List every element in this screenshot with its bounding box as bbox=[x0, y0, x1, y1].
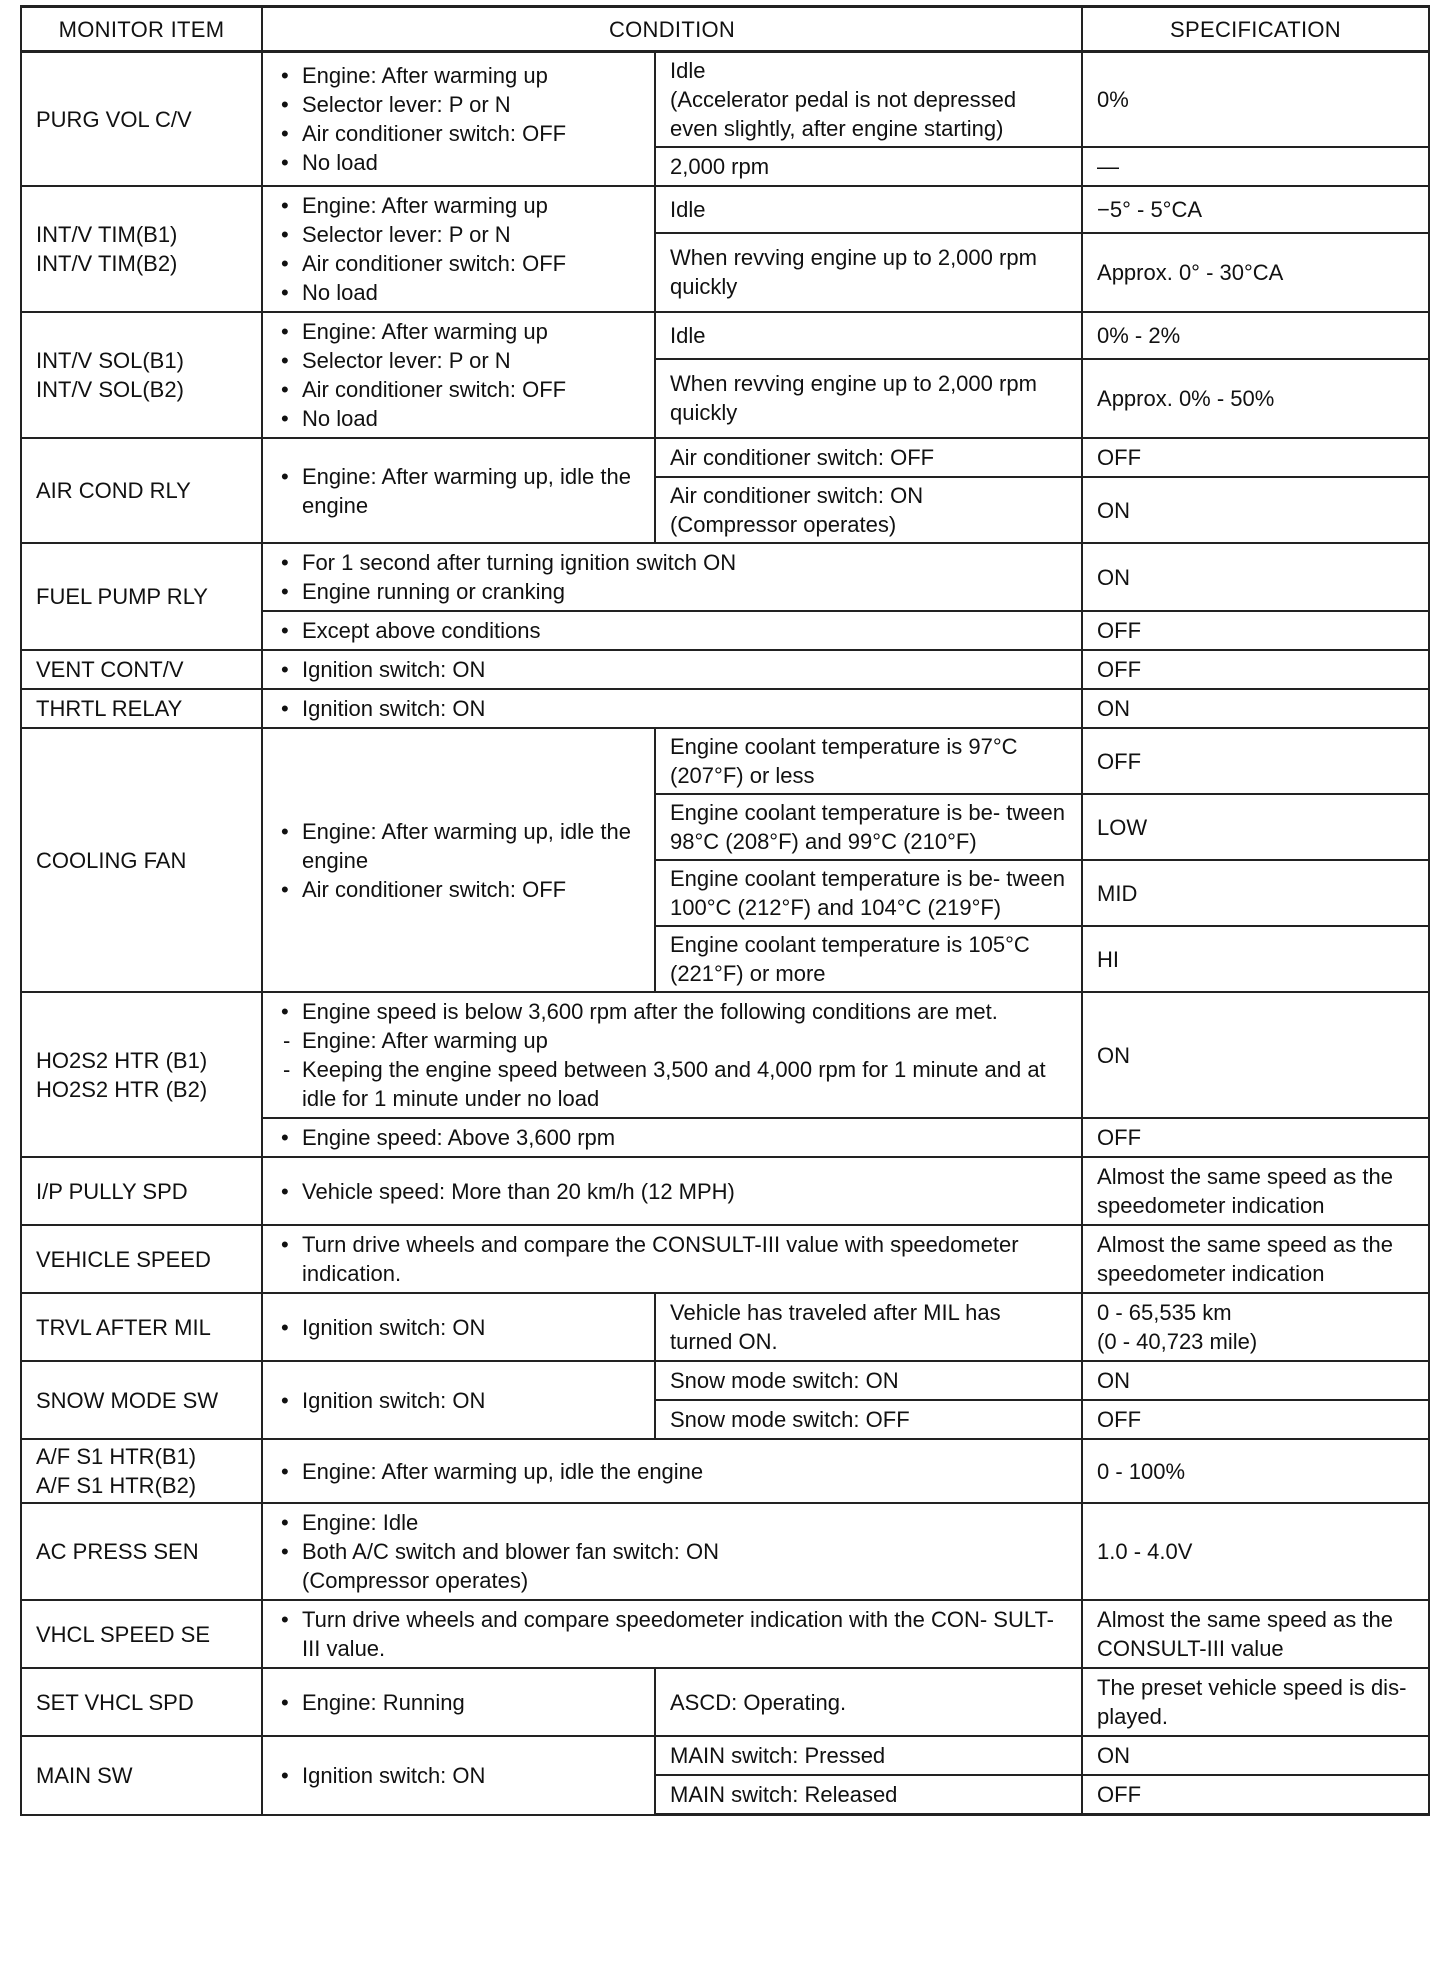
monitor-item: AC PRESS SEN bbox=[21, 1503, 262, 1600]
specification-value: OFF bbox=[1082, 650, 1429, 689]
condition-continuation: (Compressor operates) bbox=[302, 1568, 529, 1593]
condition-bullet: • Engine: After warming up, idle the engine bbox=[273, 817, 644, 875]
condition-cell bbox=[262, 543, 1082, 611]
condition-bullet: • Engine: After warming up bbox=[273, 61, 644, 90]
table-row bbox=[21, 689, 1429, 728]
monitor-item bbox=[21, 992, 262, 1157]
specification-value: The preset vehicle speed is dis- played. bbox=[1082, 1668, 1429, 1736]
condition-bullet: • Engine running or cranking bbox=[273, 577, 1071, 606]
condition-bullet: • Ignition switch: ON bbox=[273, 1313, 644, 1342]
condition-bullet: • Air conditioner switch: OFF bbox=[273, 249, 644, 278]
condition-bullet: • No load bbox=[273, 148, 644, 177]
specification-value: MID bbox=[1082, 860, 1429, 926]
specification-value: 0% - 2% bbox=[1082, 312, 1429, 359]
condition-bullet: • Ignition switch: ON bbox=[273, 1386, 644, 1415]
monitor-item: MAIN SW bbox=[21, 1736, 262, 1815]
condition-dash: - Engine: After warming up bbox=[273, 1026, 1071, 1055]
table-row bbox=[21, 438, 1429, 477]
condition-cell bbox=[262, 1225, 1082, 1293]
specification-value: Almost the same speed as the speedometer indication bbox=[1082, 1225, 1429, 1293]
condition-cell bbox=[262, 312, 655, 438]
sub-condition: When revving engine up to 2,000 rpm quickly bbox=[655, 359, 1082, 438]
condition-dash: - Keeping the engine speed between 3,500 and 4,000 rpm for 1 minute and at idle for 1 minute under no load bbox=[273, 1055, 1071, 1113]
specification-value: ON bbox=[1082, 477, 1429, 543]
table-row bbox=[21, 52, 1429, 148]
monitor-item bbox=[21, 312, 262, 438]
monitor-item: VHCL SPEED SE bbox=[21, 1600, 262, 1668]
condition-bullet: • Selector lever: P or N bbox=[273, 90, 644, 119]
table-row bbox=[21, 1600, 1429, 1668]
monitor-item: I/P PULLY SPD bbox=[21, 1157, 262, 1225]
specification-value: ON bbox=[1082, 992, 1429, 1118]
condition-bullet: • Vehicle speed: More than 20 km/h (12 MPH) bbox=[273, 1177, 1071, 1206]
condition-bullet: • Ignition switch: ON bbox=[273, 1761, 644, 1790]
condition-bullet: • Engine: After warming up, idle the engine bbox=[273, 1457, 1071, 1486]
condition-cell bbox=[262, 1118, 1082, 1157]
table-row bbox=[21, 650, 1429, 689]
monitor-item-line: INT/V TIM(B1) bbox=[36, 222, 178, 247]
sub-condition: 2,000 rpm bbox=[655, 147, 1082, 186]
specification-value: 1.0 - 4.0V bbox=[1082, 1503, 1429, 1600]
sub-condition bbox=[655, 52, 1082, 148]
monitor-item-line: A/F S1 HTR(B2) bbox=[36, 1473, 197, 1498]
specification-value: OFF bbox=[1082, 1775, 1429, 1815]
condition-cell bbox=[262, 1600, 1082, 1668]
condition-bullet: • Engine: After warming up bbox=[273, 191, 644, 220]
specification-value: 0% bbox=[1082, 52, 1429, 148]
condition-bullet: • Air conditioner switch: OFF bbox=[273, 375, 644, 404]
sub-condition: MAIN switch: Pressed bbox=[655, 1736, 1082, 1775]
monitor-spec-table bbox=[20, 5, 1430, 1816]
specification-value: Almost the same speed as the CONSULT-III value bbox=[1082, 1600, 1429, 1668]
condition-bullet: • Engine: After warming up, idle the engine bbox=[273, 462, 644, 520]
header-condition: CONDITION bbox=[262, 7, 1082, 52]
condition-cell bbox=[262, 650, 1082, 689]
condition-bullet: • Turn drive wheels and compare the CONSULT-III value with speedometer indication. bbox=[273, 1230, 1071, 1288]
table-row bbox=[21, 1225, 1429, 1293]
specification-value bbox=[1082, 1293, 1429, 1361]
monitor-item: TRVL AFTER MIL bbox=[21, 1293, 262, 1361]
condition-bullet: • No load bbox=[273, 278, 644, 307]
sub-condition-line: Idle bbox=[670, 58, 706, 83]
sub-condition: Engine coolant temperature is be- tween 100°C (212°F) and 104°C (219°F) bbox=[655, 860, 1082, 926]
condition-bullet: • Ignition switch: ON bbox=[273, 655, 1071, 684]
table-row bbox=[21, 312, 1429, 359]
condition-cell bbox=[262, 1293, 655, 1361]
condition-bullet: • Ignition switch: ON bbox=[273, 694, 1071, 723]
condition-cell bbox=[262, 689, 1082, 728]
table-row bbox=[21, 1361, 1429, 1400]
monitor-item bbox=[21, 186, 262, 312]
specification-value: Approx. 0% - 50% bbox=[1082, 359, 1429, 438]
sub-condition: Idle bbox=[655, 186, 1082, 233]
sub-condition-line: Air conditioner switch: ON bbox=[670, 483, 924, 508]
monitor-item bbox=[21, 1439, 262, 1503]
table-row bbox=[21, 543, 1429, 611]
condition-bullet: • Air conditioner switch: OFF bbox=[273, 875, 644, 904]
table-row bbox=[21, 728, 1429, 794]
monitor-item: SET VHCL SPD bbox=[21, 1668, 262, 1736]
table-row bbox=[21, 1668, 1429, 1736]
specification-value: Almost the same speed as the speedometer indication bbox=[1082, 1157, 1429, 1225]
sub-condition: MAIN switch: Released bbox=[655, 1775, 1082, 1815]
condition-bullet: • Air conditioner switch: OFF bbox=[273, 119, 644, 148]
condition-cell bbox=[262, 992, 1082, 1118]
monitor-item-line: A/F S1 HTR(B1) bbox=[36, 1444, 197, 1469]
sub-condition-line: (Accelerator pedal is not depressed even slightly, after engine starting) bbox=[670, 87, 1017, 141]
table-row bbox=[21, 1736, 1429, 1775]
sub-condition: Engine coolant temperature is 97°C (207°F) or less bbox=[655, 728, 1082, 794]
specification-value: LOW bbox=[1082, 794, 1429, 860]
monitor-item: AIR COND RLY bbox=[21, 438, 262, 543]
specification-value: OFF bbox=[1082, 438, 1429, 477]
specification-value: ON bbox=[1082, 689, 1429, 728]
monitor-item-line: HO2S2 HTR (B2) bbox=[36, 1076, 208, 1102]
specification-value: ON bbox=[1082, 1361, 1429, 1400]
table-row bbox=[21, 1503, 1429, 1600]
condition-bullet: • Selector lever: P or N bbox=[273, 220, 644, 249]
monitor-item-line: INT/V SOL(B2) bbox=[36, 377, 184, 402]
specification-value: 0 - 100% bbox=[1082, 1439, 1429, 1503]
monitor-item-line: HO2S2 HTR (B1) bbox=[36, 1047, 208, 1073]
sub-condition: Idle bbox=[655, 312, 1082, 359]
condition-cell bbox=[262, 438, 655, 543]
sub-condition: Snow mode switch: OFF bbox=[655, 1400, 1082, 1439]
table-row bbox=[21, 1439, 1429, 1503]
condition-bullet: • Engine: After warming up bbox=[273, 317, 644, 346]
specification-value: OFF bbox=[1082, 728, 1429, 794]
condition-cell bbox=[262, 1668, 655, 1736]
condition-bullet: • Engine speed is below 3,600 rpm after the following conditions are met. bbox=[273, 997, 1071, 1026]
header-specification: SPECIFICATION bbox=[1082, 7, 1429, 52]
sub-condition: When revving engine up to 2,000 rpm quickly bbox=[655, 233, 1082, 312]
condition-bullet: • Engine speed: Above 3,600 rpm bbox=[273, 1123, 1071, 1152]
condition-cell bbox=[262, 611, 1082, 650]
specification-line: 0 - 65,535 km bbox=[1097, 1300, 1232, 1325]
condition-cell bbox=[262, 186, 655, 312]
specification-line: (0 - 40,723 mile) bbox=[1097, 1329, 1258, 1354]
sub-condition: Engine coolant temperature is be- tween 98°C (208°F) and 99°C (210°F) bbox=[655, 794, 1082, 860]
monitor-item: SNOW MODE SW bbox=[21, 1361, 262, 1439]
sub-condition bbox=[655, 477, 1082, 543]
condition-cell bbox=[262, 1736, 655, 1815]
sub-condition: Vehicle has traveled after MIL has turned ON. bbox=[655, 1293, 1082, 1361]
specification-value: — bbox=[1082, 147, 1429, 186]
specification-value: HI bbox=[1082, 926, 1429, 992]
condition-bullet: • Engine: Idle bbox=[273, 1508, 1071, 1537]
monitor-item: THRTL RELAY bbox=[21, 689, 262, 728]
condition-bullet: • No load bbox=[273, 404, 644, 433]
sub-condition: ASCD: Operating. bbox=[655, 1668, 1082, 1736]
condition-cell bbox=[262, 1503, 1082, 1600]
table-row bbox=[21, 992, 1429, 1118]
condition-bullet: • Selector lever: P or N bbox=[273, 346, 644, 375]
condition-bullet: • Turn drive wheels and compare speedometer indication with the CON- SULT-III value. bbox=[273, 1605, 1071, 1663]
table-row bbox=[21, 186, 1429, 233]
condition-bullet: • Engine: Running bbox=[273, 1688, 644, 1717]
condition-bullet: • Except above conditions bbox=[273, 616, 1071, 645]
condition-cell bbox=[262, 52, 655, 187]
monitor-item-line: INT/V TIM(B2) bbox=[36, 251, 178, 276]
specification-value: OFF bbox=[1082, 611, 1429, 650]
specification-value: OFF bbox=[1082, 1118, 1429, 1157]
header-monitor-item: MONITOR ITEM bbox=[21, 7, 262, 52]
sub-condition: Air conditioner switch: OFF bbox=[655, 438, 1082, 477]
specification-value: ON bbox=[1082, 1736, 1429, 1775]
monitor-item-line: INT/V SOL(B1) bbox=[36, 348, 184, 373]
condition-bullet: • Both A/C switch and blower fan switch: ON bbox=[273, 1537, 1071, 1566]
sub-condition: Engine coolant temperature is 105°C (221°F) or more bbox=[655, 926, 1082, 992]
table-row bbox=[21, 1157, 1429, 1225]
condition-cell bbox=[262, 1157, 1082, 1225]
specification-value: −5° - 5°CA bbox=[1082, 186, 1429, 233]
monitor-item: COOLING FAN bbox=[21, 728, 262, 992]
monitor-item: FUEL PUMP RLY bbox=[21, 543, 262, 650]
specification-value: ON bbox=[1082, 543, 1429, 611]
condition-cell bbox=[262, 1439, 1082, 1503]
header-row bbox=[21, 7, 1429, 52]
monitor-item: PURG VOL C/V bbox=[21, 52, 262, 187]
condition-bullet: • For 1 second after turning ignition switch ON bbox=[273, 548, 1071, 577]
table-row bbox=[21, 1293, 1429, 1361]
monitor-item: VEHICLE SPEED bbox=[21, 1225, 262, 1293]
condition-cell bbox=[262, 728, 655, 992]
condition-cell bbox=[262, 1361, 655, 1439]
sub-condition-line: (Compressor operates) bbox=[670, 512, 897, 537]
sub-condition: Snow mode switch: ON bbox=[655, 1361, 1082, 1400]
specification-value: OFF bbox=[1082, 1400, 1429, 1439]
monitor-item: VENT CONT/V bbox=[21, 650, 262, 689]
specification-value: Approx. 0° - 30°CA bbox=[1082, 233, 1429, 312]
